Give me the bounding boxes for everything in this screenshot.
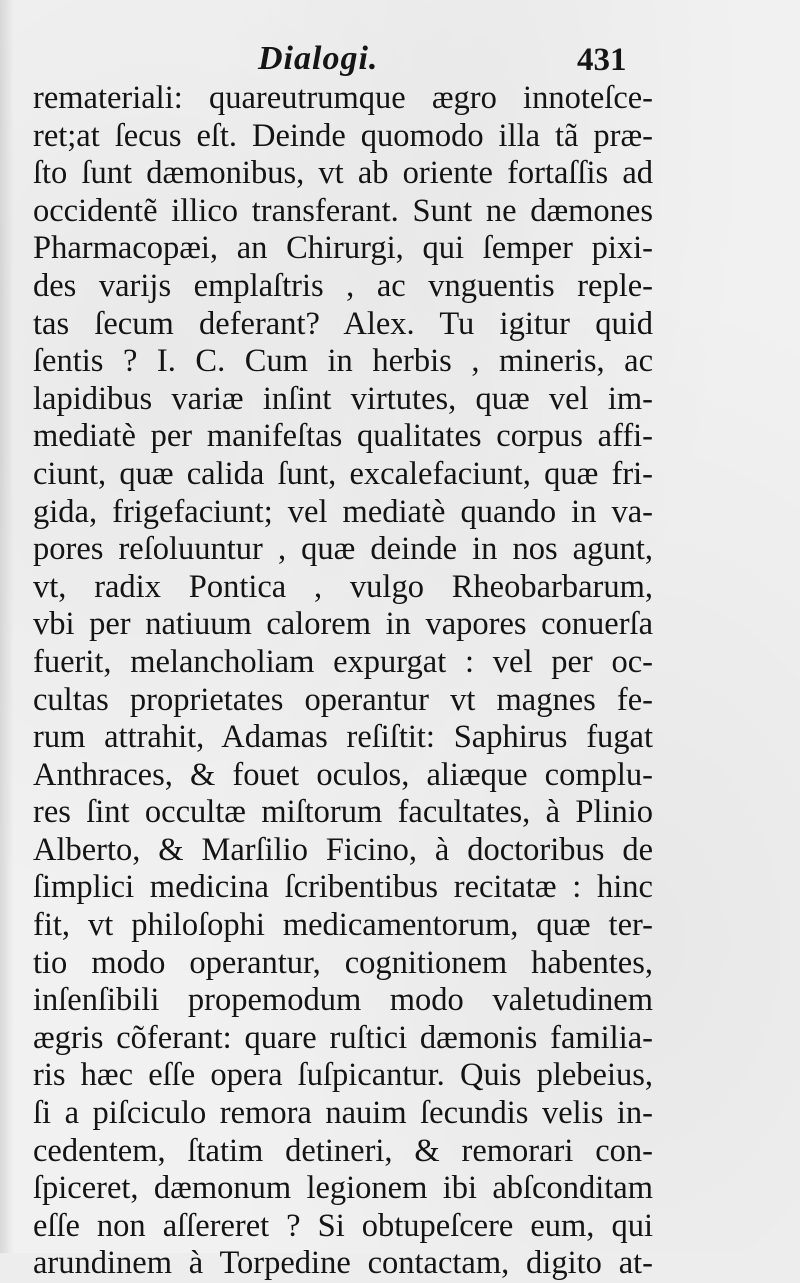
text-line: gida, frigefaciunt; vel mediatè quando in va- bbox=[33, 493, 653, 530]
text-line: ſto ſunt dæmonibus, vt ab oriente fortaſſis ad bbox=[33, 155, 653, 192]
text-line: arundinem à Torpedine contactam, digito at- bbox=[33, 1245, 653, 1282]
text-line: fuerit, melancholiam expurgat : vel per oc- bbox=[33, 643, 653, 680]
text-line: vbi per natiuum calorem in vapores conuerſa bbox=[33, 606, 653, 643]
text-line: lapidibus variæ inſint virtutes, quæ vel im- bbox=[33, 380, 653, 417]
text-line: occidentẽ illico transferant. Sunt ne dæmones bbox=[33, 192, 653, 229]
body-text bbox=[33, 80, 653, 1283]
text-line: ret;at ſecus eſt. Deinde quomodo illa tã præ- bbox=[33, 117, 653, 154]
text-line: res ſint occultæ miſtorum facultates, à Plinio bbox=[33, 794, 653, 831]
running-head: Dialogi. bbox=[258, 40, 379, 77]
text-line: ris hæc eſſe opera ſuſpicantur. Quis plebeius, bbox=[33, 1057, 653, 1094]
text-line: tas ſecum deferant? Alex. Tu igitur quid bbox=[33, 305, 653, 342]
text-line: mediatè per manifeſtas qualitates corpus affi- bbox=[33, 418, 653, 455]
text-line: eſſe non aſſereret ? Si obtupeſcere eum, qui bbox=[33, 1207, 653, 1244]
text-line: ſimplici medicina ſcribentibus recitatæ : hinc bbox=[33, 869, 653, 906]
text-line: cedentem, ſtatim detineri, & remorari con- bbox=[33, 1132, 653, 1169]
text-line: Anthraces, & fouet oculos, aliæque complu- bbox=[33, 756, 653, 793]
text-line: ciunt, quæ calida ſunt, excalefaciunt, quæ fri- bbox=[33, 455, 653, 492]
text-line: remateriali: quareutrumque ægro innoteſce- bbox=[33, 80, 653, 116]
text-line: ægris cõferant: quare ruſtici dæmonis familia- bbox=[33, 1019, 653, 1056]
text-line: inſenſibili propemodum modo valetudinem bbox=[33, 982, 653, 1019]
text-line: ſi a piſciculo remora nauim ſecundis velis in- bbox=[33, 1095, 653, 1132]
text-line: des varijs emplaſtris , ac vnguentis reple- bbox=[33, 267, 653, 304]
text-line: rum attrahit, Adamas reſiſtit: Saphirus fugat bbox=[33, 719, 653, 756]
text-line: Pharmacopæi, an Chirurgi, qui ſemper pixi- bbox=[33, 230, 653, 267]
text-line: ſpiceret, dæmonum legionem ibi abſconditam bbox=[33, 1170, 653, 1207]
text-line: pores reſoluuntur , quæ deinde in nos agunt, bbox=[33, 531, 653, 568]
text-line: fit, vt philoſophi medicamentorum, quæ ter- bbox=[33, 907, 653, 944]
text-line: ſentis ? I. C. Cum in herbis , mineris, ac bbox=[33, 343, 653, 380]
page-number: 431 bbox=[577, 42, 627, 78]
text-line: Alberto, & Marſilio Ficino, à doctoribus de bbox=[33, 831, 653, 868]
text-line: vt, radix Pontica , vulgo Rheobarbarum, bbox=[33, 568, 653, 605]
text-line: tio modo operantur, cognitionem habentes, bbox=[33, 944, 653, 981]
gutter-shadow bbox=[0, 0, 14, 1253]
text-line: cultas proprietates operantur vt magnes fe- bbox=[33, 681, 653, 718]
